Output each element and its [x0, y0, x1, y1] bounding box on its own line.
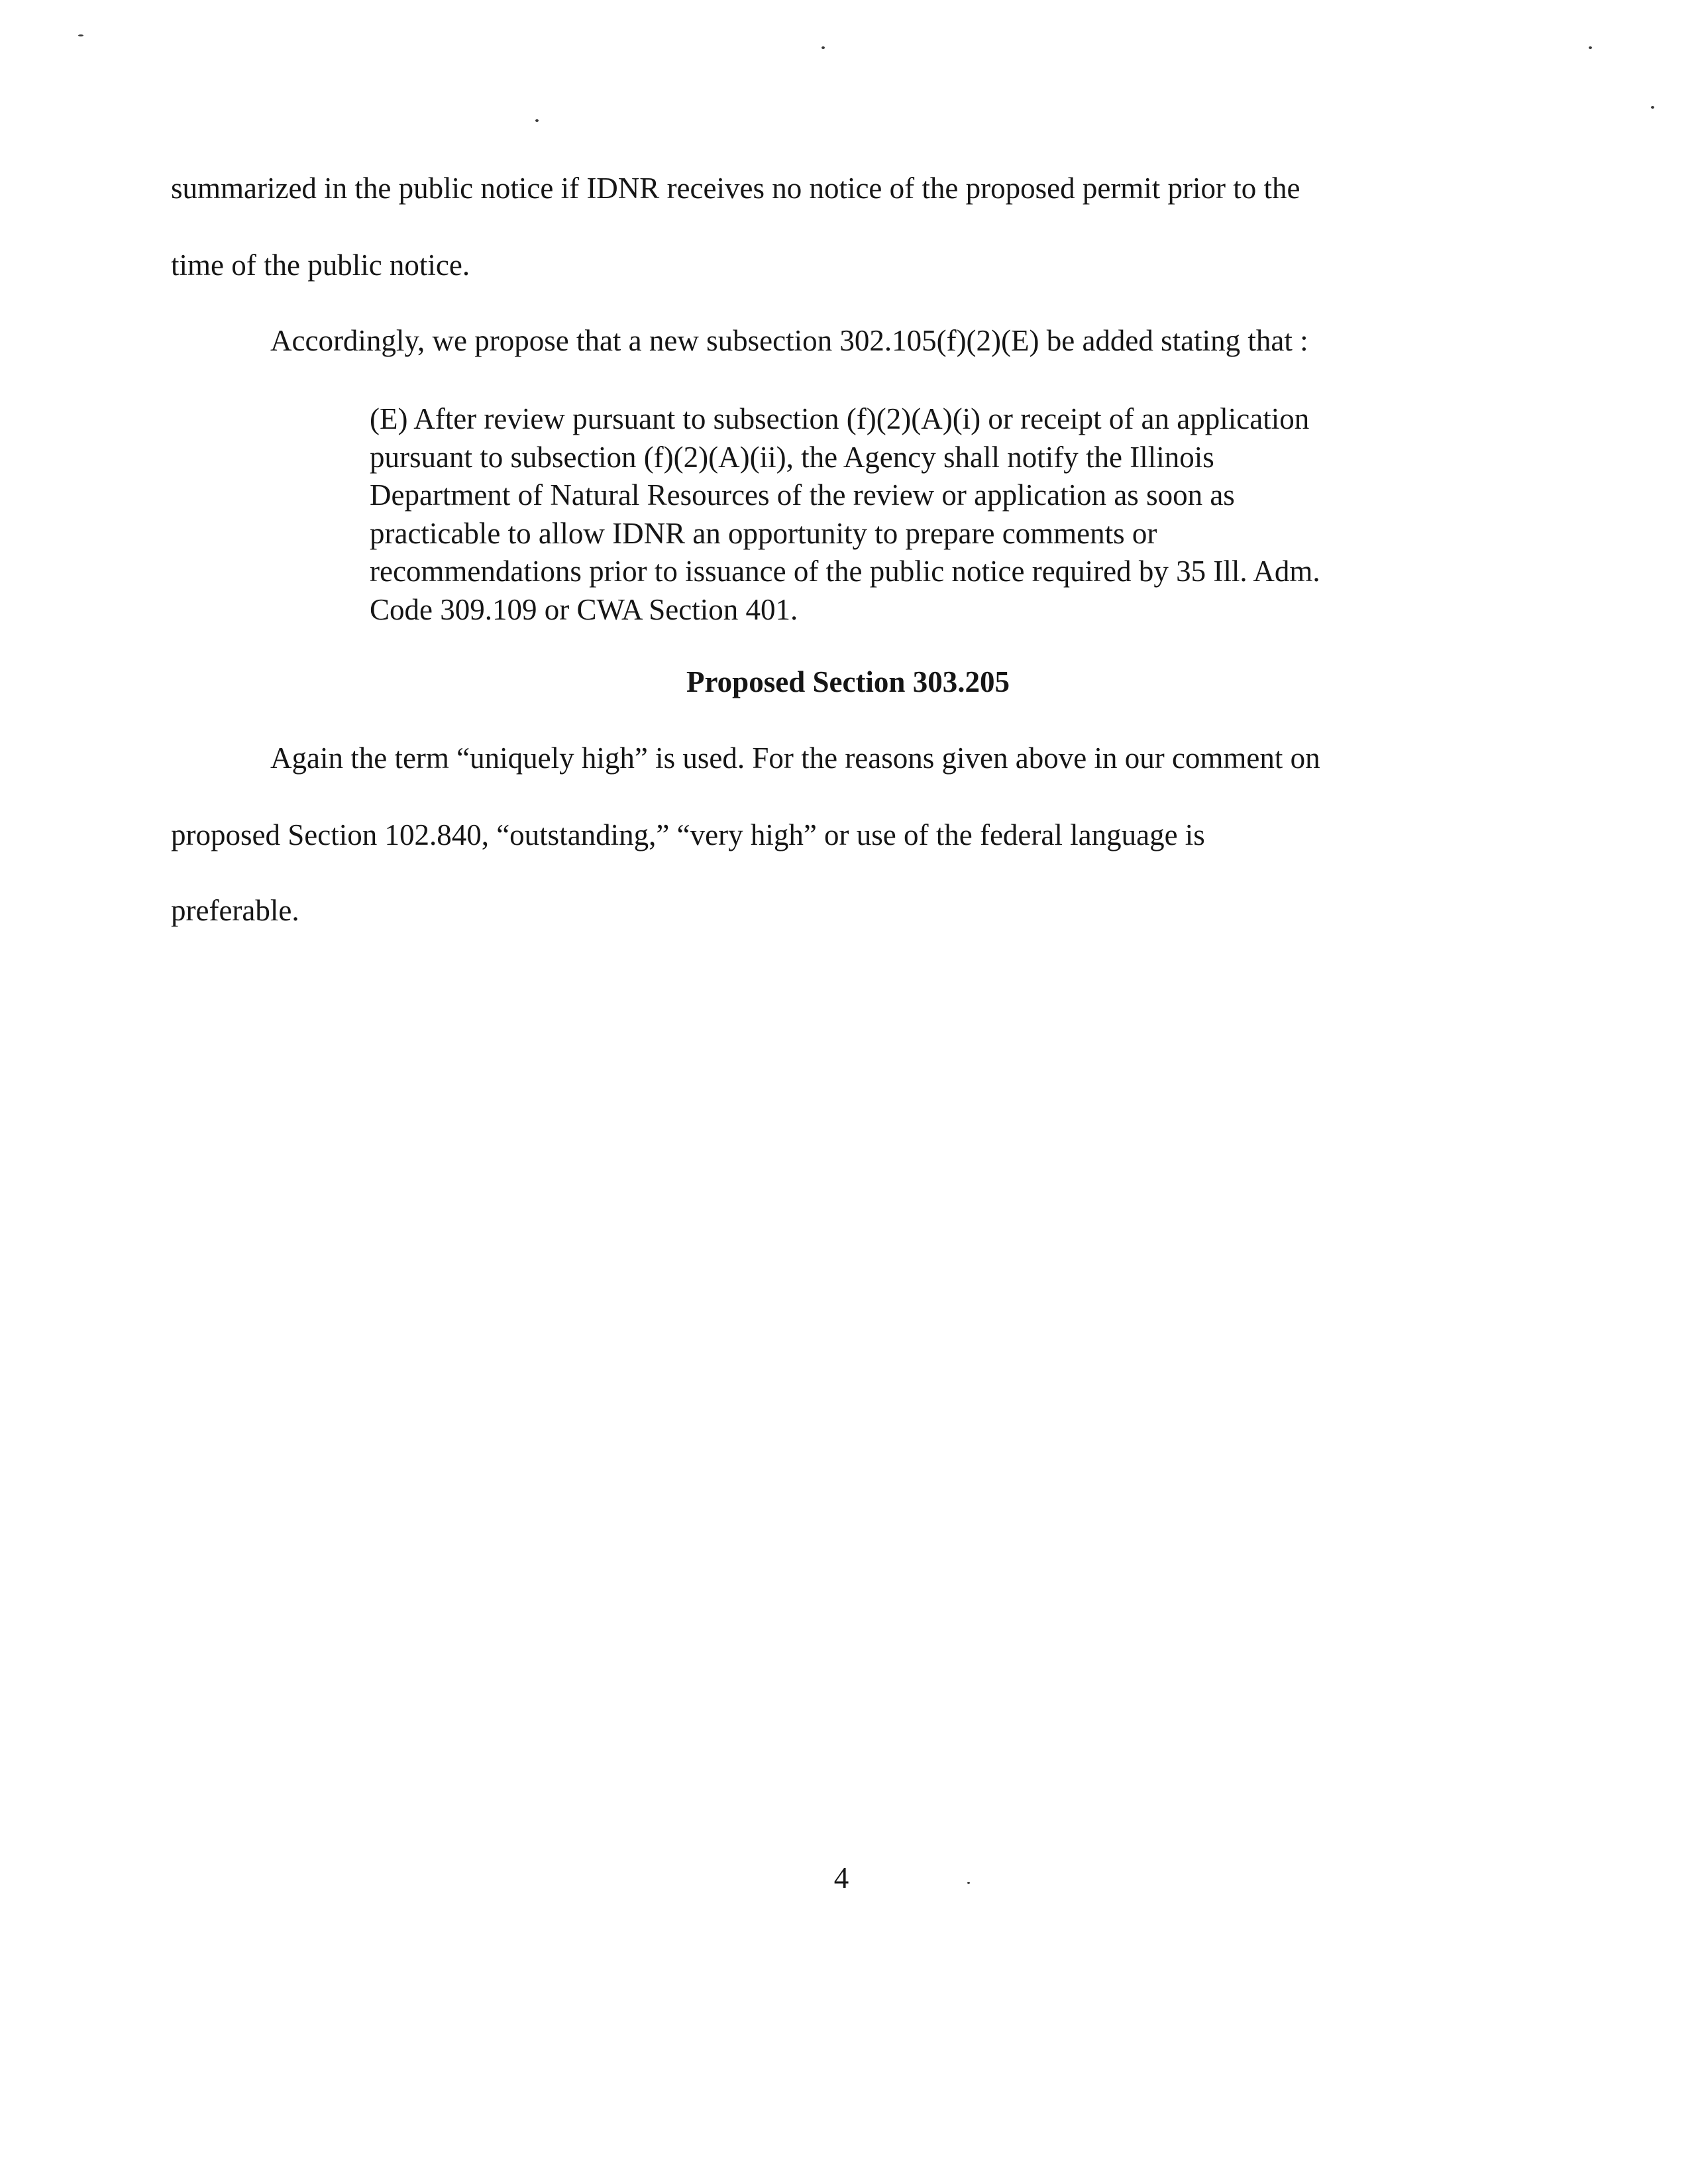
page-number: 4: [833, 1861, 849, 1894]
section-heading: Proposed Section 303.205: [686, 665, 1010, 698]
paragraph-3-line-3: preferable.: [171, 894, 299, 927]
block-quote-line: recommendations prior to issuance of the public notice required by 35 Ill. Adm.: [370, 555, 1320, 588]
block-quote-line: pursuant to subsection (f)(2)(A)(ii), the Agency shall notify the Illinois: [370, 440, 1214, 474]
block-quote-line: (E) After review pursuant to subsection (f)(2)(A)(i) or receipt of an application: [370, 402, 1310, 435]
block-quote-line: practicable to allow IDNR an opportunity to prepare comments or: [370, 516, 1157, 550]
paragraph-2: Accordingly, we propose that a new subsection 302.105(f)(2)(E) be added stating that :: [270, 324, 1308, 357]
scan-speck: [822, 46, 825, 49]
scan-speck: [535, 119, 539, 122]
scan-speck: [78, 34, 83, 36]
paragraph-3-line-2: proposed Section 102.840, “outstanding,” “very high” or use of the federal language is: [171, 818, 1205, 851]
block-quote-line: Department of Natural Resources of the review or application as soon as: [370, 478, 1235, 512]
scan-speck: [967, 1882, 970, 1884]
block-quote-line: Code 309.109 or CWA Section 401.: [370, 592, 798, 626]
scan-speck: [1589, 46, 1592, 49]
paragraph-1-line-1: summarized in the public notice if IDNR receives no notice of the proposed permit prior to the: [171, 172, 1300, 205]
block-quote: [370, 400, 1522, 629]
paragraph-3-line-1: Again the term “uniquely high” is used. For the reasons given above in our comment on: [270, 741, 1320, 775]
paragraph-1-line-2: time of the public notice.: [171, 248, 470, 282]
scan-speck: [1651, 106, 1654, 109]
